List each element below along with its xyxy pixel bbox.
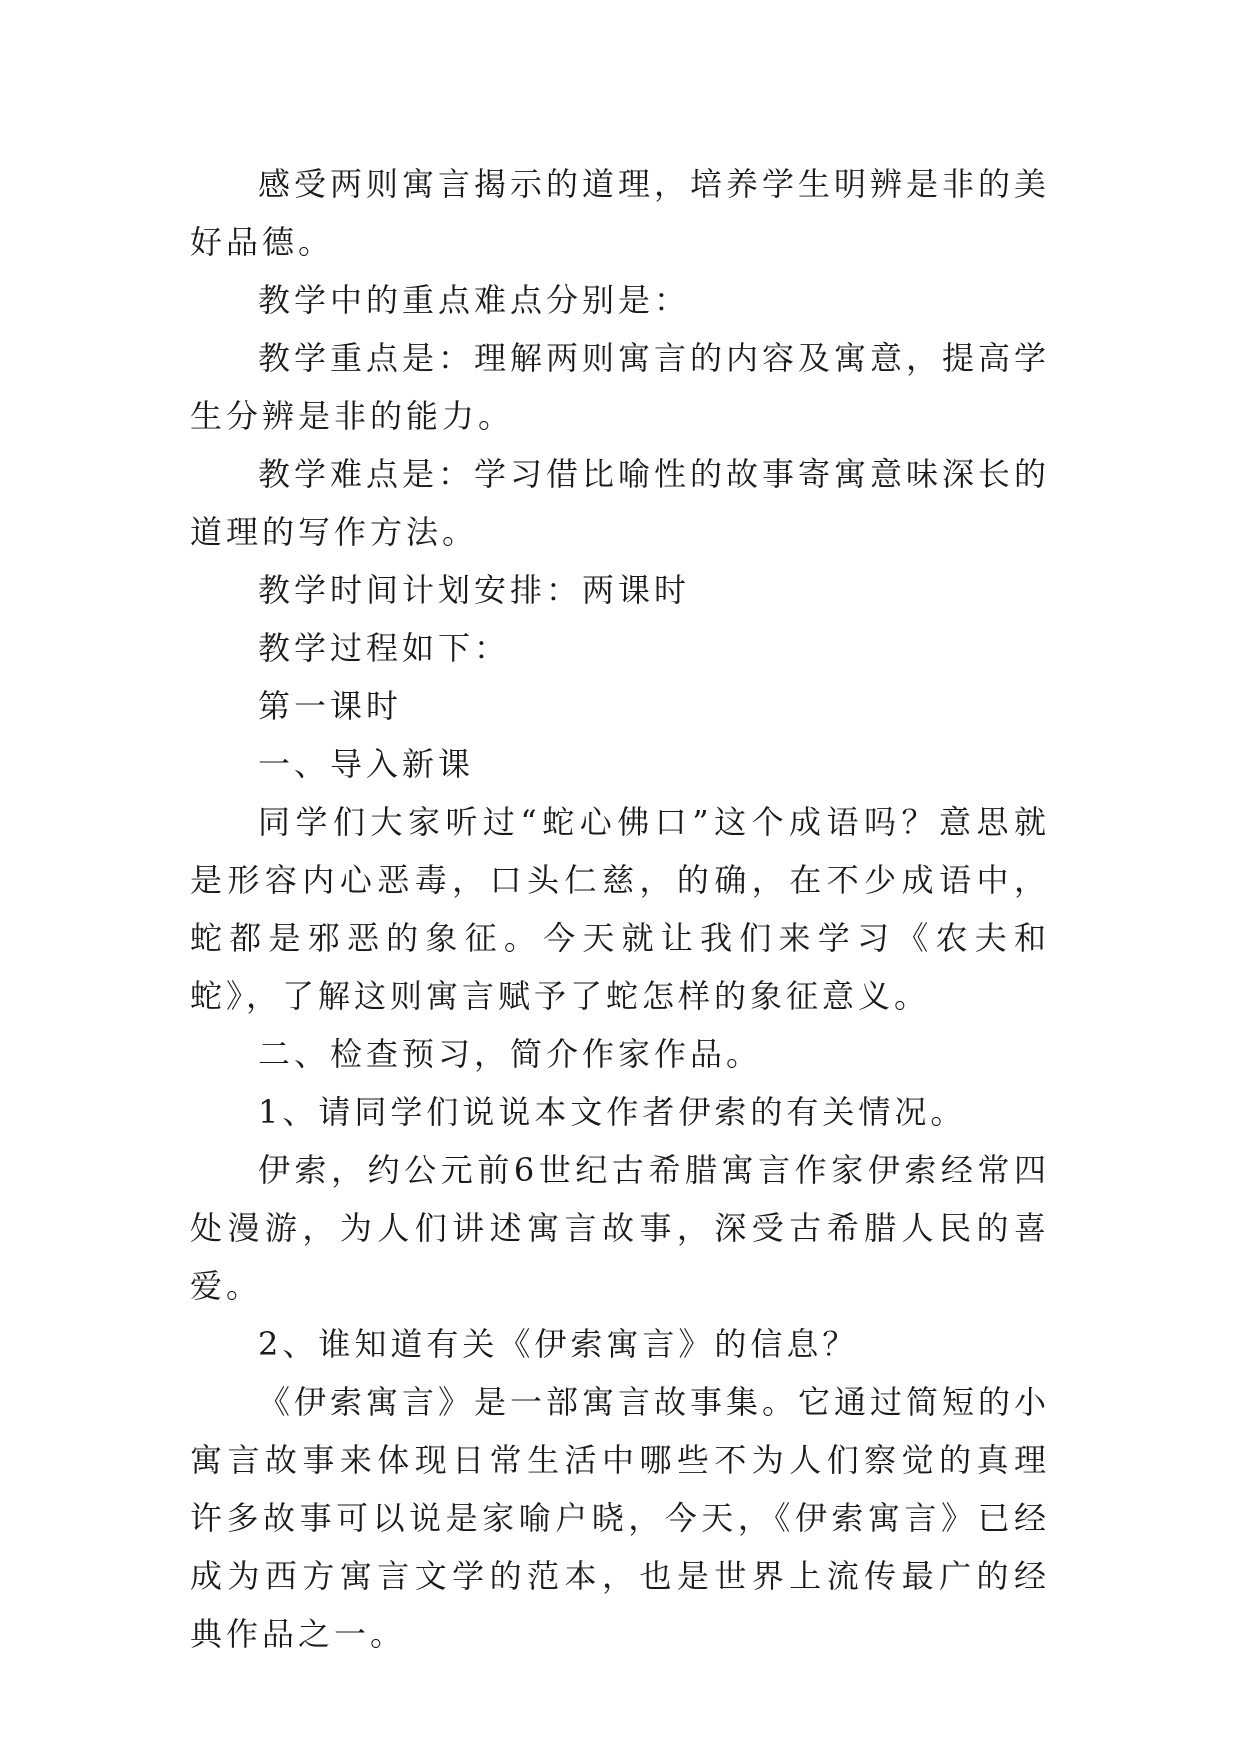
paragraph-process-intro: 教学过程如下：	[258, 629, 511, 667]
paragraph-section-two: 二、检查预习，简介作家作品。	[258, 1035, 763, 1073]
paragraph-aesop-bio: 伊索，约公元前6世纪古希腊寓言作家伊索经常四处漫游，为人们讲述寓言故事，深受古希腊人民的喜爱。	[190, 1151, 1050, 1305]
paragraph-aesop-fables: 《伊索寓言》是一部寓言故事集。它通过简短的小寓言故事来体现日常生活中哪些不为人们察觉的真理许多故事可以说是家喻户晓，今天，《伊索寓言》已经成为西方寓言文学的范本，也是世界上流传最广的经典作品之一。	[190, 1383, 1051, 1653]
paragraph-first-lesson: 第一课时	[258, 687, 403, 725]
paragraph-schedule: 教学时间计划安排：两课时	[258, 571, 691, 609]
paragraph-key-point: 教学重点是：理解两则寓言的内容及寓意，提高学生分辨是非的能力。	[190, 339, 1051, 435]
paragraph-section-one: 一、导入新课	[258, 745, 475, 783]
paragraph-question-one: 1、请同学们说说本文作者伊索的有关情况。	[258, 1093, 967, 1131]
paragraph-difficult-point: 教学难点是：学习借比喻性的故事寄寓意味深长的道理的写作方法。	[190, 455, 1051, 551]
paragraph-question-two: 2、谁知道有关《伊索寓言》的信息？	[258, 1325, 859, 1363]
paragraph-goal: 感受两则寓言揭示的道理，培养学生明辨是非的美好品德。	[190, 165, 1051, 261]
paragraph-key-points-intro: 教学中的重点难点分别是：	[258, 281, 691, 319]
document-body	[190, 155, 1050, 1663]
paragraph-introduction: 同学们大家听过“蛇心佛口”这个成语吗？意思就是形容内心恶毒，口头仁慈，的确，在不少成语中，蛇都是邪恶的象征。今天就让我们来学习《农夫和蛇》，了解这则寓言赋予了蛇怎样的象征意义。	[190, 803, 1050, 1015]
